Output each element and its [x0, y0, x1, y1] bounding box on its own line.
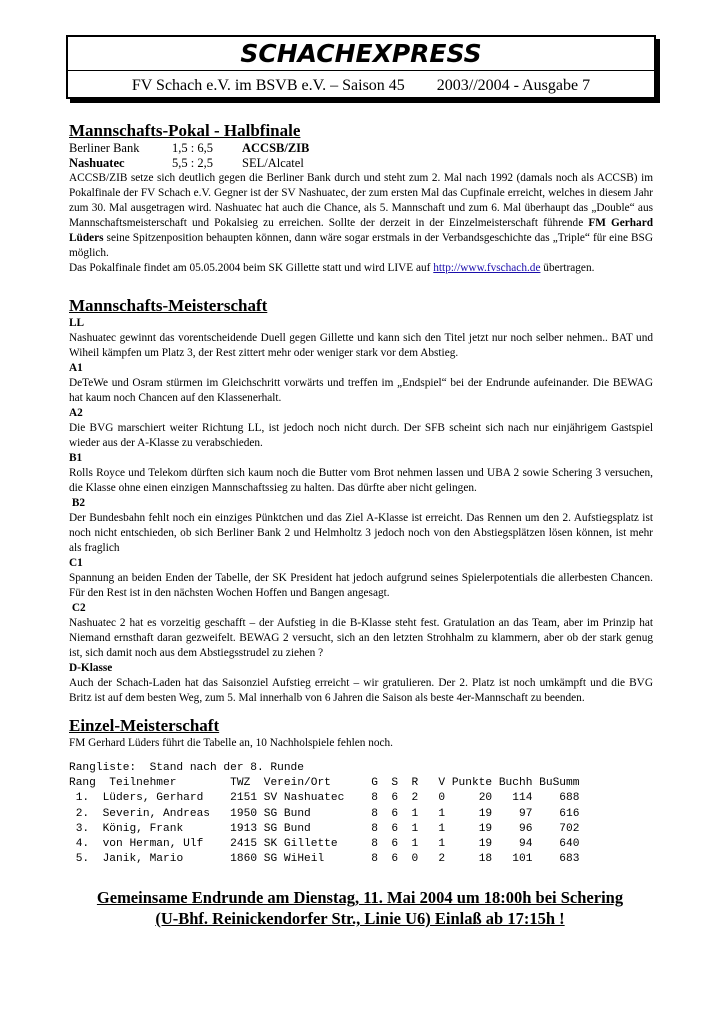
ranking-cell: 18	[478, 853, 493, 866]
ranking-cell: von Herman, Ulf	[102, 838, 204, 851]
pokal-text-a: ACCSB/ZIB setze sich deutlich gegen die Berliner Bank durch und steht zum 2. Mal nach 1992 (damals noch als ACCSB) im Pokalfinale der FV Schach e.V. Gegner ist der SV Nashuatec, der zum ersten Mal das Cupfinale erreicht, welches in diesem Jahr zum 30. Mal ausgetragen wird. Nashuatec hat auch die Chance, als 5. Mannschaft und zum 6. Mal überhaupt das „Double“ aus Mannschaftsmeisterschaft und Pokalsieg zu erreichen. Sollte der derzeit in der Einzelmeisterschaft führende	[69, 172, 653, 229]
ranking-cell: 114	[512, 792, 533, 805]
ranking-cell: 19	[478, 838, 493, 851]
ranking-column-header: S	[391, 777, 399, 790]
league-report: Nashuatec gewinnt das vorentscheidende Duell gegen Gillette und kann sich den Titel jetzt nur noch selber nehmen.. BAT und Wiheil kämpfen um Platz 3, der Rest zittert mehr oder weniger stark vor dem Abstieg.	[69, 332, 653, 359]
ranking-cell: 8	[371, 792, 378, 805]
ranking-cell: Janik, Mario	[102, 853, 184, 866]
ranking-cell: 1	[411, 838, 419, 851]
ranking-cell: 1	[411, 807, 419, 820]
ranking-cell: 20	[478, 792, 493, 805]
masthead-title: SCHACHEXPRESS	[240, 39, 482, 68]
ranking-column-header: BuSumm	[539, 777, 580, 790]
announcement-line-2: (U-Bhf. Reinickendorfer Str., Linie U6) Einlaß ab 17:15h !	[155, 909, 565, 928]
league-report: Auch der Schach-Laden hat das Saisonziel Aufstieg erreicht – wir gratulieren. Der 2. Platz ist noch umkämpft und die BVG Britz ist auf dem besten Weg, zum 5. Mal innerhalb von 6 Jahren die Saison als beste 4er-Mannschaft zu beenden.	[69, 677, 653, 704]
league-report: Spannung an beiden Enden der Tabelle, der SK President hat jedoch aufgrund seines Spielerpotentials die allerbesten Chancen. Für den Rest ist in den nächsten Wochen Hoffen und Bangen angesagt.	[69, 572, 653, 599]
ranking-cell: Severin, Andreas	[102, 807, 211, 820]
ranking-cell: 2	[438, 853, 446, 866]
meister-blocks	[69, 316, 653, 706]
ranking-cell: 6	[391, 807, 399, 820]
ranking-cell: 8	[371, 822, 378, 835]
einzel-heading: Einzel-Meisterschaft	[69, 716, 220, 735]
ranking-cell: 1	[438, 838, 446, 851]
ranking-cell: 101	[512, 853, 533, 866]
masthead-subtitle: FV Schach e.V. im BSVB e.V. – Saison 45 2003//2004 - Ausgabe 7	[131, 77, 591, 94]
ranking-column-header: Buchh	[498, 777, 533, 790]
ranking-column-header: Punkte	[451, 777, 493, 790]
ranking-row	[69, 852, 653, 867]
ranking-cell: 8	[371, 853, 378, 866]
ranking-cell: SG Bund	[263, 807, 311, 820]
ranking-row	[69, 791, 653, 806]
ranking-cell: 1913	[230, 822, 258, 835]
ranking-cell: 683	[559, 853, 580, 866]
ranking-cell: 6	[391, 853, 399, 866]
league-report: Der Bundesbahn fehlt noch ein einziges Pünktchen und das Ziel A-Klasse ist erreicht. Das Rennen um den 2. Aufstiegsplatz ist noch nicht entschieden, ob sich Berliner Bank 2 und Helmholtz 3 jedoch noch von den Abstiegsplätzen lösen können, ist mehr als fraglich	[69, 512, 653, 554]
pokal-paragraph	[69, 171, 653, 261]
ranking-column-header: Verein/Ort	[263, 777, 331, 790]
league-tag: A1	[69, 362, 83, 374]
pokal-text-player: FM Gerhard Lüders	[69, 217, 654, 244]
league-tag: LL	[69, 317, 85, 329]
endrunde-announcement	[40, 887, 680, 929]
ranking-cell: 19	[478, 807, 493, 820]
result-opponent: SEL/Alcatel	[242, 156, 304, 170]
fvschach-link[interactable]: http://www.fvschach.de	[433, 262, 541, 274]
ranking-column-header: G	[371, 777, 378, 790]
ranking-cell: König, Frank	[102, 822, 184, 835]
ranking-cell: 0	[438, 792, 446, 805]
league-report: Rolls Royce und Telekom dürften sich kaum noch die Butter vom Brot nehmen lassen und UBA 2 sowie Schering 3 versuchen, die Klasse ohne einen einzigen Mannschaftssieg zu halten. Das dürfte aber nicht gelingen.	[69, 467, 653, 494]
ranking-cell: 94	[518, 838, 533, 851]
ranking-row	[69, 807, 653, 822]
ranking-cell: 1860	[230, 853, 258, 866]
ranking-cell: 616	[559, 807, 580, 820]
meister-section	[69, 296, 653, 706]
ranking-title: Rangliste: Stand nach der 8. Runde	[69, 762, 304, 774]
ranking-cell: 2151	[230, 792, 258, 805]
league-tag: C2	[69, 602, 86, 614]
league-tag: B2	[69, 497, 86, 509]
ranking-cell: 96	[518, 822, 533, 835]
result-team: Berliner Bank	[69, 141, 140, 155]
ranking-cell: 1	[438, 822, 446, 835]
ranking-cell: 5.	[75, 853, 90, 866]
ranking-column-header: V	[438, 777, 446, 790]
ranking-cell: 688	[559, 792, 580, 805]
ranking-cell: 4.	[75, 838, 90, 851]
ranking-cell: 97	[518, 807, 533, 820]
ranking-column-header: Rang	[69, 777, 96, 790]
pokal-final-paragraph	[69, 261, 653, 276]
ranking-cell: 1	[411, 822, 419, 835]
ranking-column-header: TWZ	[230, 777, 251, 790]
league-report: Nashuatec 2 hat es vorzeitig geschafft – der Aufstieg in die B-Klasse steht fest. Gratulation an das Team, aber im Prinzip hat Niemand ernsthaft daran gezweifelt. BEWAG 2 versucht, sich an den letzten Strohhalm zu klammern, aber ob der stark genug ist, sich damit noch aus dem Abstiegsstrudel zu ziehen ?	[69, 617, 653, 659]
masthead-box	[66, 35, 656, 99]
pokal-result-row	[69, 156, 653, 171]
ranking-cell: 1950	[230, 807, 258, 820]
ranking-cell: 19	[478, 822, 493, 835]
ranking-cell: SG Bund	[263, 822, 311, 835]
league-tag: D-Klasse	[69, 662, 113, 674]
ranking-cell: SV Nashuatec	[263, 792, 345, 805]
ranking-cell: 3.	[75, 822, 90, 835]
league-tag: C1	[69, 557, 83, 569]
ranking-cell: 702	[559, 822, 580, 835]
ranking-cell: 0	[411, 853, 419, 866]
pokal-section	[69, 121, 653, 276]
announcement-line-1: Gemeinsame Endrunde am Dienstag, 11. Mai 2004 um 18:00h bei Schering	[96, 888, 624, 907]
ranking-cell: SG WiHeil	[263, 853, 325, 866]
pokal-final-text-a: Das Pokalfinale findet am 05.05.2004 beim SK Gillette statt und wird LIVE auf	[69, 262, 434, 274]
masthead	[66, 35, 656, 99]
ranking-cell: 8	[371, 838, 378, 851]
ranking-cell: 2	[411, 792, 419, 805]
pokal-text-b: seine Spitzenposition behaupten können, dann wäre sogar erstmals in der Verbandsgeschichte das „Triple“ für eine BSG möglich.	[69, 232, 653, 259]
masthead-divider	[68, 70, 654, 71]
ranking-row	[69, 822, 653, 837]
ranking-cell: 6	[391, 792, 399, 805]
result-score: 5,5 : 2,5	[172, 156, 213, 170]
ranking-cell: 8	[371, 807, 378, 820]
league-tag: A2	[69, 407, 83, 419]
ranking-cell: 640	[559, 838, 580, 851]
ranking-cell: 6	[391, 838, 399, 851]
pokal-result-row	[69, 141, 653, 156]
pokal-heading: Mannschafts-Pokal - Halbfinale	[69, 121, 301, 140]
league-tag: B1	[69, 452, 83, 464]
result-score: 1,5 : 6,5	[172, 141, 213, 155]
einzel-intro: FM Gerhard Lüders führt die Tabelle an, 10 Nachholspiele fehlen noch.	[69, 737, 393, 749]
einzel-section	[69, 716, 653, 867]
ranking-cell: 6	[391, 822, 399, 835]
ranking-column-header: R	[411, 777, 419, 790]
result-opponent: ACCSB/ZIB	[242, 141, 310, 155]
meister-heading: Mannschafts-Meisterschaft	[69, 296, 268, 315]
league-report: Die BVG marschiert weiter Richtung LL, ist jedoch noch nicht durch. Der SFB scheint sich nach nur einjährigem Gastspiel wieder aus der A-Klasse zu verabschieden.	[69, 422, 653, 449]
ranking-column-header: Teilnehmer	[109, 777, 177, 790]
ranking-cell: 1	[438, 807, 446, 820]
ranking-row	[69, 837, 653, 852]
ranking-cell: SK Gillette	[263, 838, 338, 851]
ranking-cell: 1.	[75, 792, 90, 805]
pokal-final-text-b: übertragen.	[540, 262, 595, 274]
ranking-cell: 2.	[75, 807, 90, 820]
ranking-cell: 2415	[230, 838, 258, 851]
ranking-header-row	[69, 776, 653, 791]
ranking-table	[69, 776, 653, 867]
ranking-cell: Lüders, Gerhard	[102, 792, 204, 805]
result-team: Nashuatec	[69, 156, 125, 170]
league-report: DeTeWe und Osram stürmen im Gleichschritt vorwärts und treffen im „Endspiel“ bei der Endrunde aufeinander. Die BEWAG hat kaum noch Chancen auf den Klassenerhalt.	[69, 377, 653, 404]
